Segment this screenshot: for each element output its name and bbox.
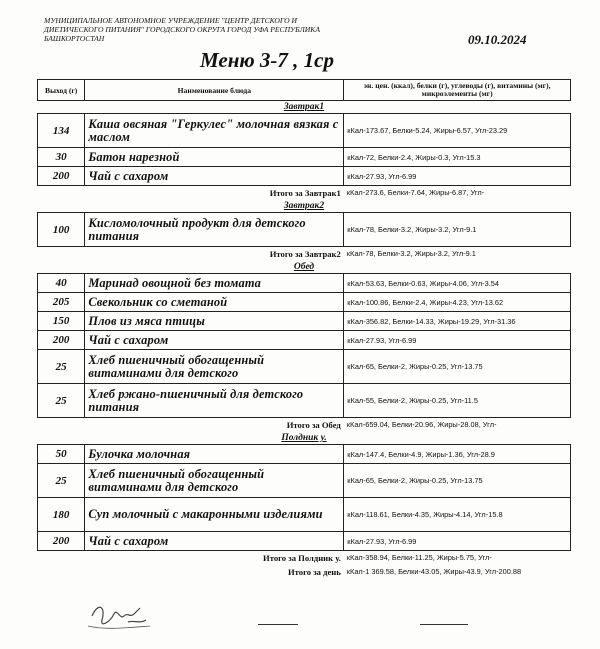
table-row — [38, 148, 571, 167]
dish-nutrition: кКал-27.93, Угл-6.99 — [344, 532, 571, 551]
table-row — [38, 498, 571, 532]
dish-name: Маринад овощной без томата — [85, 274, 344, 293]
dish-name: Кисломолочный продукт для детского питания — [85, 213, 344, 247]
section-title: Завтрак2 — [283, 201, 325, 211]
section-total-value: кКал-78, Белки-3.2, Жиры-3.2, Угл-9.1 — [346, 248, 476, 258]
dish-output: 150 — [38, 312, 85, 331]
page-title: Меню 3-7 , 1ср — [200, 48, 334, 72]
document-date: 09.10.2024 — [468, 32, 527, 47]
section-total-row — [38, 186, 571, 201]
org-line-3: БАШКОРТОСТАН — [44, 34, 105, 43]
dish-nutrition: кКал-55, Белки-2, Жиры-0.25, Угл-11.5 — [344, 384, 571, 418]
dish-nutrition: кКал-356.82, Белки-14.33, Жиры-19.29, Угл-31.36 — [344, 312, 571, 331]
table-row — [38, 293, 571, 312]
dish-name: Плов из мяса птицы — [85, 312, 344, 331]
dish-name: Хлеб пшеничный обогащенный витаминами для детского — [85, 350, 344, 384]
dish-nutrition: кКал-27.93, Угл-6.99 — [344, 331, 571, 350]
section-total-row — [38, 551, 571, 566]
table-header-row — [38, 80, 571, 101]
table-row — [38, 274, 571, 293]
dish-output: 205 — [38, 293, 85, 312]
table-row — [38, 384, 571, 418]
signature-line-1 — [258, 624, 298, 625]
org-line-2: ДИЕТИЧЕСКОГО ПИТАНИЯ" ГОРОДСКОГО ОКРУГА ГОРОД УФА РЕСПУБЛИКА — [44, 25, 320, 34]
section-total-label: Итого за Обед — [286, 420, 341, 430]
section-title: Полдник у. — [281, 433, 327, 443]
dish-nutrition: кКал-78, Белки-3.2, Жиры-3.2, Угл-9.1 — [344, 213, 571, 247]
menu-table-body — [38, 101, 571, 580]
dish-name: Батон нарезной — [85, 148, 344, 167]
dish-nutrition: кКал-100.86, Белки-2.4, Жиры-4.23, Угл-13.62 — [344, 293, 571, 312]
handwritten-signature-icon — [84, 598, 154, 632]
table-row — [38, 464, 571, 498]
dish-output: 25 — [38, 384, 85, 418]
signature-line-2 — [420, 624, 468, 625]
dish-output: 134 — [38, 114, 85, 148]
section-title: Завтрак1 — [283, 102, 325, 112]
table-row — [38, 532, 571, 551]
dish-nutrition: кКал-147.4, Белки-4.9, Жиры-1.36, Угл-28.9 — [344, 445, 571, 464]
dish-output: 30 — [38, 148, 85, 167]
section-total-value: кКал-659.04, Белки-20.96, Жиры-28.08, Угл- — [346, 419, 497, 429]
table-row — [38, 114, 571, 148]
table-row — [38, 312, 571, 331]
section-heading-row — [38, 261, 571, 274]
dish-output: 180 — [38, 498, 85, 532]
dish-output: 200 — [38, 331, 85, 350]
section-heading-row — [38, 101, 571, 114]
dish-output: 25 — [38, 350, 85, 384]
column-header-nutrition: эн. цен. (ккал), белки (г), углеводы (г), витамины (мг), микроэлементы (мг) — [344, 80, 571, 101]
dish-name: Чай с сахаром — [85, 167, 344, 186]
section-total-label: Итого за Завтрак2 — [269, 249, 341, 259]
dish-output: 200 — [38, 532, 85, 551]
dish-output: 25 — [38, 464, 85, 498]
dish-nutrition: кКал-65, Белки-2, Жиры-0.25, Угл-13.75 — [344, 350, 571, 384]
dish-nutrition: кКал-65, Белки-2, Жиры-0.25, Угл-13.75 — [344, 464, 571, 498]
section-total-row — [38, 418, 571, 433]
section-total-label: Итого за Полдник у. — [263, 553, 341, 563]
dish-output: 200 — [38, 167, 85, 186]
section-total-row — [38, 247, 571, 262]
dish-output: 40 — [38, 274, 85, 293]
section-heading-row — [38, 200, 571, 213]
table-row — [38, 331, 571, 350]
column-header-name: Наименование блюда — [85, 80, 344, 101]
dish-name: Хлеб пшеничный обогащенный витаминами для детского — [85, 464, 344, 498]
dish-name: Хлеб ржано-пшеничный для детского питания — [85, 384, 344, 418]
dish-name: Булочка молочная — [85, 445, 344, 464]
section-heading-row — [38, 432, 571, 445]
dish-nutrition: кКал-173.67, Белки-5.24, Жиры-6.57, Угл-23.29 — [344, 114, 571, 148]
day-total-label: Итого за день — [288, 567, 341, 577]
section-total-label: Итого за Завтрак1 — [269, 188, 341, 198]
org-line-1: МУНИЦИПАЛЬНОЕ АВТОНОМНОЕ УЧРЕЖДЕНИЕ "ЦЕНТР ДЕТСКОГО И — [44, 16, 297, 25]
organization-header — [44, 16, 374, 43]
day-total-value: кКал-1 369.58, Белки-43.05, Жиры-43.9, Угл-200.88 — [346, 566, 522, 576]
menu-table — [37, 79, 571, 579]
section-title: Обед — [293, 262, 315, 272]
dish-nutrition: кКал-53.63, Белки-0.63, Жиры-4.06, Угл-3.54 — [344, 274, 571, 293]
section-total-value: кКал-358.94, Белки-11.25, Жиры-5.75, Угл- — [346, 552, 492, 562]
dish-nutrition: кКал-72, Белки-2.4, Жиры-0.3, Угл-15.3 — [344, 148, 571, 167]
column-header-output: Выход (г) — [38, 80, 85, 101]
dish-name: Чай с сахаром — [85, 532, 344, 551]
dish-name: Суп молочный с макаронными изделиями — [85, 498, 344, 532]
day-total-row — [38, 565, 571, 579]
table-row — [38, 350, 571, 384]
dish-output: 50 — [38, 445, 85, 464]
dish-name: Свекольник со сметаной — [85, 293, 344, 312]
dish-name: Каша овсяная "Геркулес" молочная вязкая с маслом — [85, 114, 344, 148]
section-total-value: кКал-273.6, Белки-7.64, Жиры-6.87, Угл- — [346, 187, 485, 197]
dish-name: Чай с сахаром — [85, 331, 344, 350]
table-row — [38, 445, 571, 464]
table-row — [38, 167, 571, 186]
table-row — [38, 213, 571, 247]
dish-nutrition: кКал-27.93, Угл-6.99 — [344, 167, 571, 186]
dish-nutrition: кКал-118.61, Белки-4.35, Жиры-4.14, Угл-15.8 — [344, 498, 571, 532]
dish-output: 100 — [38, 213, 85, 247]
